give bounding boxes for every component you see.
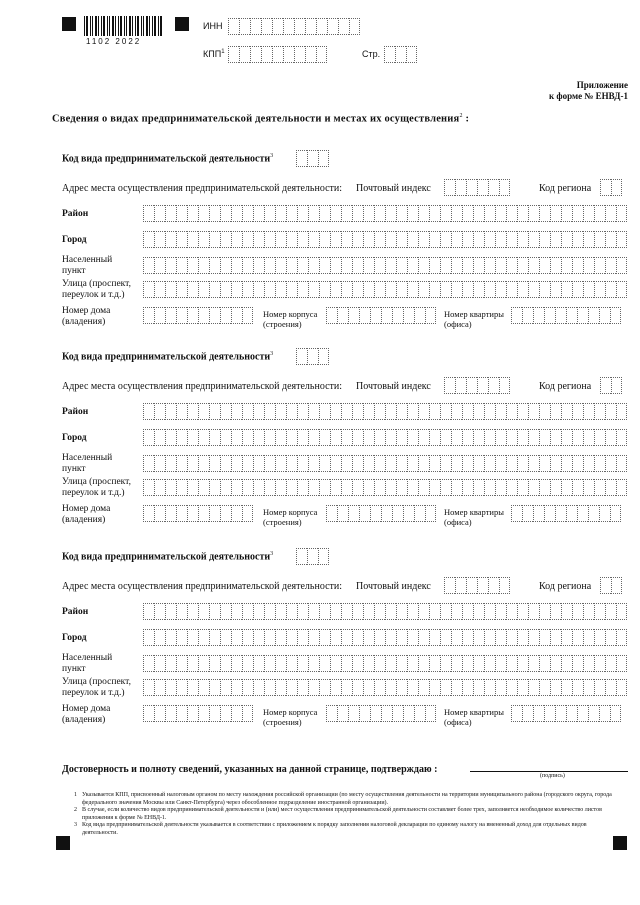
district-label-1: Район (62, 209, 89, 219)
district-field-3[interactable] (143, 603, 627, 620)
page-number-field[interactable] (384, 46, 417, 63)
page-label: Стр. (362, 49, 381, 59)
postal-index-field-1[interactable] (444, 179, 510, 196)
appendix-line-2: к форме № ЕНВД-1 (548, 91, 628, 101)
building-label-line-1: Номер корпуса (263, 707, 318, 717)
activity-code-field-3[interactable] (296, 548, 329, 565)
kpp-label-text: КПП (203, 49, 222, 59)
footnote-2-text: В случае, если количество видов предпринимательской деятельности и (или) мест осуществления предпринимательской деятельности составляет более трех, заполняется необходимое количество листов приложения к форме № ЕНВД-1. (82, 807, 602, 821)
street-field-3[interactable] (143, 679, 627, 696)
address-label-1: Адрес места осуществления предпринимательской деятельности: (62, 183, 343, 194)
registration-marker-top-mid (175, 17, 189, 31)
region-code-field-1[interactable] (600, 179, 622, 196)
house-field-3[interactable] (143, 705, 253, 722)
inn-field[interactable] (228, 18, 360, 35)
region-code-label-2: Код региона (539, 381, 592, 392)
apartment-label-line-1: Номер квартиры (444, 309, 504, 319)
district-label-3: Район (62, 607, 89, 617)
activity-code-footnote-ref: 3 (270, 153, 274, 159)
apartment-field-3[interactable] (511, 705, 621, 722)
registration-marker-bottom-right (613, 836, 627, 850)
settlement-label-line-2: пункт (62, 664, 86, 674)
activity-code-footnote-ref: 3 (270, 351, 274, 357)
street-field-2[interactable] (143, 479, 627, 496)
house-label-line-1: Номер дома (62, 504, 111, 514)
district-field-1[interactable] (143, 205, 627, 222)
settlement-label-line-2: пункт (62, 266, 86, 276)
barcode-image (84, 16, 162, 36)
settlement-field-3[interactable] (143, 655, 627, 672)
settlement-label-line-1: Населенный (62, 653, 113, 663)
settlement-field-1[interactable] (143, 257, 627, 274)
activity-code-label-3 (62, 551, 273, 562)
house-label-line-2: (владения) (62, 715, 106, 725)
barcode-number: 1102 2022 (86, 37, 142, 46)
appendix-line-1: Приложение (576, 80, 628, 90)
house-label-1 (62, 306, 110, 328)
city-label-3: Город (62, 633, 87, 643)
building-label-3 (263, 707, 317, 727)
inn-label: ИНН (203, 21, 223, 31)
settlement-label-2 (62, 453, 112, 475)
house-label-line-1: Номер дома (62, 306, 111, 316)
street-label-line-2: переулок и т.д.) (62, 290, 125, 300)
apartment-label-line-2: (офиса) (444, 517, 472, 527)
street-label-3 (62, 677, 131, 699)
activity-code-field-2[interactable] (296, 348, 329, 365)
footnote-1-number: 1 (74, 792, 77, 798)
house-field-2[interactable] (143, 505, 253, 522)
apartment-field-1[interactable] (511, 307, 621, 324)
apartment-label-line-2: (офиса) (444, 319, 472, 329)
settlement-label-3 (62, 653, 112, 675)
settlement-label-line-1: Населенный (62, 255, 113, 265)
settlement-label-1 (62, 255, 112, 277)
house-label-3 (62, 704, 110, 726)
street-label-line-2: переулок и т.д.) (62, 488, 125, 498)
building-label-2 (263, 507, 317, 527)
activity-code-text: Код вида предпринимательской деятельности (62, 551, 271, 563)
city-label-1: Город (62, 235, 87, 245)
postal-index-label-2: Почтовый индекс (356, 381, 431, 392)
kpp-label (203, 49, 225, 59)
kpp-field[interactable] (228, 46, 327, 63)
appendix-caption (549, 80, 628, 102)
region-code-label-3: Код региона (539, 581, 592, 592)
building-field-2[interactable] (326, 505, 436, 522)
building-field-3[interactable] (326, 705, 436, 722)
building-field-1[interactable] (326, 307, 436, 324)
settlement-field-2[interactable] (143, 455, 627, 472)
region-code-label-1: Код региона (539, 183, 592, 194)
street-field-1[interactable] (143, 281, 627, 298)
apartment-field-2[interactable] (511, 505, 621, 522)
settlement-label-line-1: Населенный (62, 453, 113, 463)
postal-index-field-2[interactable] (444, 377, 510, 394)
activity-code-label-2 (62, 351, 273, 362)
postal-index-label-3: Почтовый индекс (356, 581, 431, 592)
address-label-2: Адрес места осуществления предпринимательской деятельности: (62, 381, 343, 392)
region-code-field-2[interactable] (600, 377, 622, 394)
street-label-1 (62, 279, 131, 301)
registration-marker-top-left (62, 17, 76, 31)
footnote-3 (74, 822, 622, 837)
page-title (52, 113, 469, 125)
apartment-label-1 (444, 309, 504, 329)
house-label-line-1: Номер дома (62, 704, 111, 714)
apartment-label-line-1: Номер квартиры (444, 507, 504, 517)
city-label-2: Город (62, 433, 87, 443)
building-label-line-1: Номер корпуса (263, 507, 318, 517)
activity-code-label-1 (62, 153, 273, 164)
street-label-line-1: Улица (проспект, (62, 279, 131, 289)
address-label-3: Адрес места осуществления предпринимательской деятельности: (62, 581, 343, 592)
activity-code-text: Код вида предпринимательской деятельности (62, 351, 271, 363)
apartment-label-3 (444, 707, 504, 727)
city-field-1[interactable] (143, 231, 627, 248)
district-field-2[interactable] (143, 403, 627, 420)
postal-index-field-3[interactable] (444, 577, 510, 594)
apartment-label-2 (444, 507, 504, 527)
district-label-2: Район (62, 407, 89, 417)
kpp-footnote-ref: 1 (221, 49, 225, 55)
page-title-text: Сведения о видах предпринимательской деятельности и местах их осуществления (52, 113, 460, 125)
street-label-line-2: переулок и т.д.) (62, 688, 125, 698)
street-label-line-1: Улица (проспект, (62, 477, 131, 487)
settlement-label-line-2: пункт (62, 464, 86, 474)
apartment-label-line-1: Номер квартиры (444, 707, 504, 717)
footnotes (74, 792, 622, 837)
title-suffix: : (465, 113, 470, 125)
house-label-2 (62, 504, 110, 526)
signature-line[interactable] (470, 771, 628, 772)
region-code-field-3[interactable] (600, 577, 622, 594)
house-label-line-2: (владения) (62, 515, 106, 525)
city-field-3[interactable] (143, 629, 627, 646)
activity-code-text: Код вида предпринимательской деятельности (62, 153, 271, 165)
building-label-1 (263, 309, 317, 329)
street-label-2 (62, 477, 131, 499)
title-footnote-ref: 2 (459, 113, 463, 119)
confirmation-text: Достоверность и полноту сведений, указанных на данной странице, подтверждаю : (62, 764, 438, 775)
apartment-label-line-2: (офиса) (444, 717, 472, 727)
city-field-2[interactable] (143, 429, 627, 446)
building-label-line-2: (строения) (263, 517, 302, 527)
footnote-3-number: 3 (74, 822, 77, 828)
house-label-line-2: (владения) (62, 317, 106, 327)
activity-code-footnote-ref: 3 (270, 551, 274, 557)
footnote-1-text: Указывается КПП, присвоенный налоговым органом по месту нахождения российской организации (по месту осуществления деятельности на территории муниципального района (городского округа, города федерального значения Москвы или Санкт-Петербурга) через обособленное подразделение иностранной организации). (82, 792, 612, 806)
footnote-2-number: 2 (74, 807, 77, 813)
footnote-2 (74, 807, 622, 822)
footnote-1 (74, 792, 622, 807)
building-label-line-1: Номер корпуса (263, 309, 318, 319)
activity-code-field-1[interactable] (296, 150, 329, 167)
street-label-line-1: Улица (проспект, (62, 677, 131, 687)
registration-marker-bottom-left (56, 836, 70, 850)
signature-caption: (подпись) (540, 773, 565, 779)
building-label-line-2: (строения) (263, 717, 302, 727)
postal-index-label-1: Почтовый индекс (356, 183, 431, 194)
house-field-1[interactable] (143, 307, 253, 324)
footnote-3-text: Код вида предпринимательской деятельности указывается в соответствии с приложением к порядку заполнения налоговой декларации по единому налогу на вмененный доход для отдельных видов деятельности. (82, 822, 587, 836)
building-label-line-2: (строения) (263, 319, 302, 329)
